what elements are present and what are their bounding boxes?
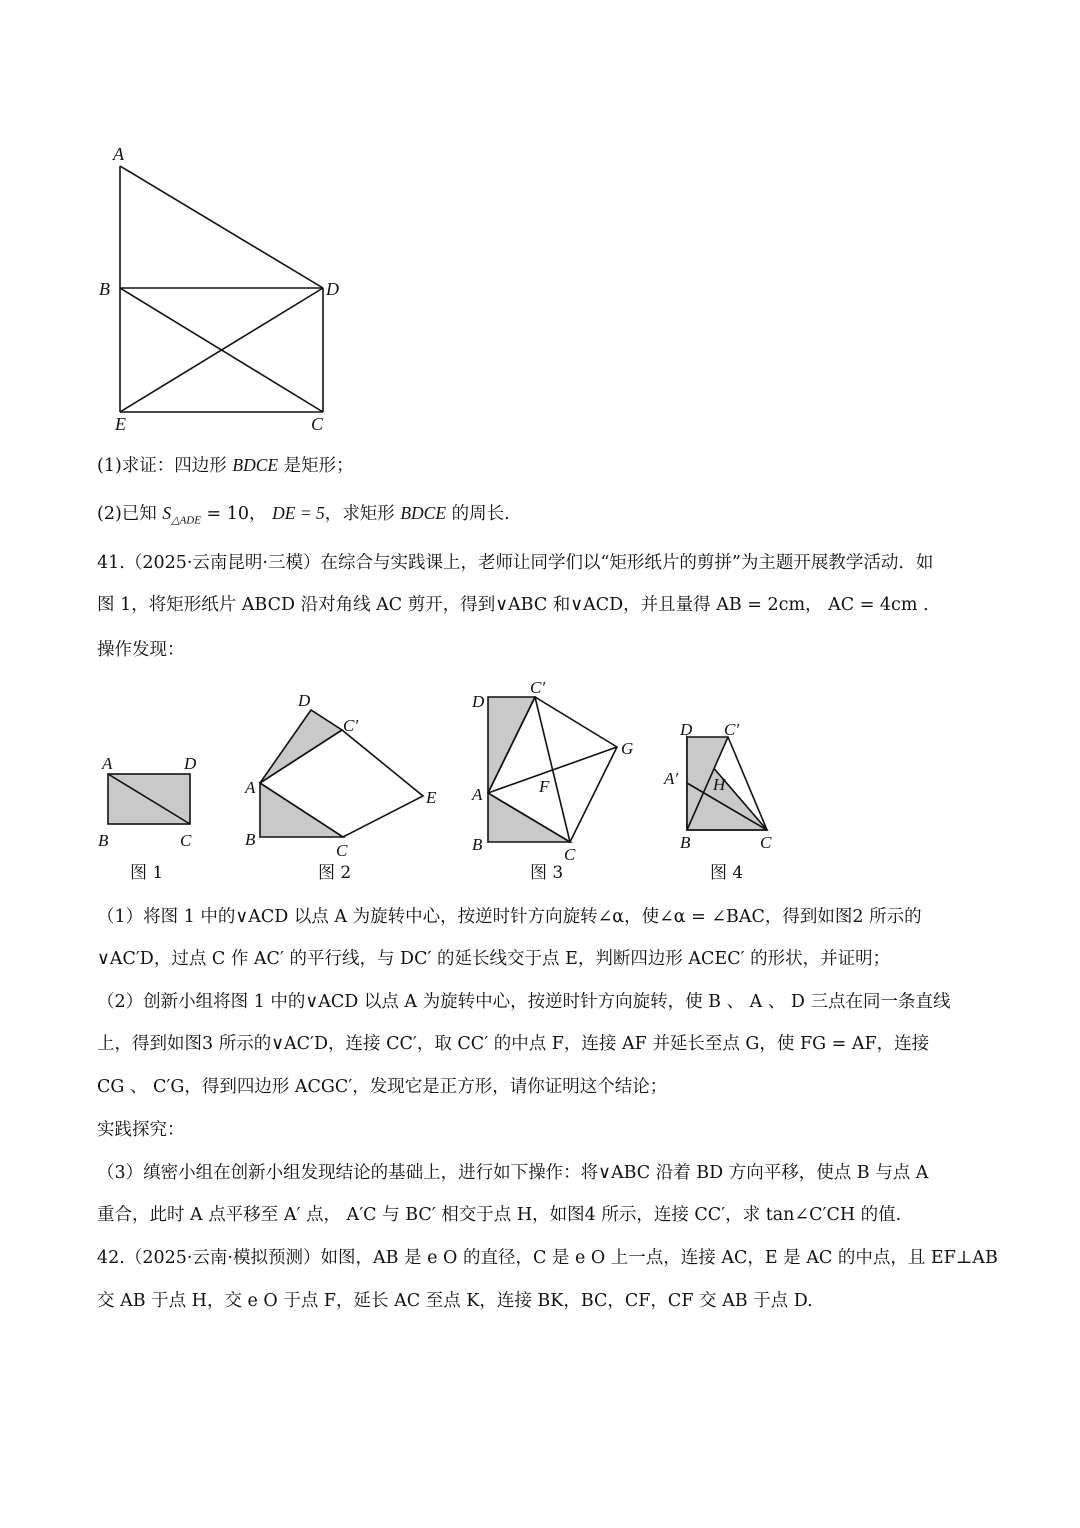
fig3-A: A	[472, 785, 483, 804]
figure-2	[244, 691, 437, 883]
fig3-B: B	[472, 835, 483, 854]
fig1-B: B	[98, 831, 109, 850]
q42-line2: 交 AB 于点 H，交 e O 于点 F，延长 AC 至点 K，连接 BK，BC，CF，CF 交 AB 于点 D.	[97, 1291, 813, 1311]
q41-line1: 41.（2025·云南昆明·三模）在综合与实践课上，老师让同学们以“矩形纸片的剪拼”为主题开展教学活动．如	[97, 553, 934, 573]
q41-part1-line1: （1）将图 1 中的∨ACD 以点 A 为旋转中心，按逆时针方向旋转∠α，使∠α = ∠BAC，得到如图2 所示的	[97, 907, 922, 927]
label-D: D	[326, 279, 339, 299]
fig2-D: D	[298, 691, 311, 710]
label-A: A	[113, 144, 124, 164]
q41-part3-line2: 重合，此时 A 点平移至 A′ 点， A′C 与 BC′ 相交于点 H，如图4 所示，连接 CC′，求 tan∠C′CH 的值.	[97, 1205, 902, 1225]
fig3-D: D	[472, 692, 485, 711]
label-E: E	[115, 414, 126, 434]
q41-line2: 图 1，将矩形纸片 ABCD 沿对角线 AC 剪开，得到∨ABC 和∨ACD，并且量得 AB = 2cm， AC = 4cm .	[97, 595, 929, 615]
fig2-B: B	[245, 830, 256, 849]
fig2-C: C	[336, 841, 348, 860]
fig2-caption: 图 2	[318, 863, 352, 883]
fig3-F: F	[539, 777, 550, 796]
fig4-A1: A′	[664, 769, 679, 788]
q41-part2-line1: （2）创新小组将图 1 中的∨ACD 以点 A 为旋转中心，按逆时针方向旋转，使 B 、 A 、 D 三点在同一条直线	[97, 992, 951, 1012]
fig2-E: E	[426, 788, 437, 807]
fig2-A: A	[245, 778, 256, 797]
fig3-C: C	[564, 845, 576, 864]
label-B: B	[99, 279, 110, 299]
q41-part3-line1: （3）缜密小组在创新小组发现结论的基础上，进行如下操作：将∨ABC 沿着 BD 方向平移，使点 B 与点 A	[97, 1163, 929, 1183]
fig4-H: H	[713, 775, 726, 794]
fig3-caption: 图 3	[530, 863, 564, 883]
fig4-D: D	[680, 720, 693, 739]
fig1-caption: 图 1	[130, 863, 164, 883]
fig2-C1: C′	[343, 716, 359, 735]
fig4-C1: C′	[724, 720, 740, 739]
fig3-C1: C′	[530, 680, 546, 697]
fig3-G: G	[621, 739, 634, 758]
q41-part1-line2: ∨AC′D，过点 C 作 AC′ 的平行线，与 DC′ 的延长线交于点 E，判断四边形 ACEC′ 的形状，并证明；	[97, 949, 891, 969]
q41-heading-practice: 实践探究：	[97, 1120, 185, 1140]
figure-1	[98, 754, 197, 883]
q41-part2-line3: CG 、 C′G，得到四边形 ACGC′，发现它是正方形，请你证明这个结论；	[97, 1077, 668, 1097]
fig4-C: C	[760, 833, 772, 852]
figure-4	[663, 720, 772, 883]
fig4-caption: 图 4	[710, 863, 744, 883]
figure-3	[471, 680, 633, 883]
fig4-B: B	[680, 833, 691, 852]
label-C: C	[311, 414, 324, 434]
fig1-D: D	[184, 754, 197, 773]
fig1-C: C	[180, 831, 192, 850]
figure-top	[95, 140, 355, 440]
q40-part1: (1)求证：四边形 BDCE 是矩形；	[97, 455, 354, 476]
q41-heading-ops: 操作发现：	[97, 640, 185, 660]
q41-part2-line2: 上，得到如图3 所示的∨AC′D，连接 CC′，取 CC′ 的中点 F，连接 AF 并延长至点 G，使 FG = AF，连接	[97, 1034, 930, 1054]
fig1-A: A	[102, 754, 113, 773]
figures-row	[90, 680, 810, 890]
q40-part2: (2)已知 $S_{\triangle ADE} = 10$， DE = 5，求矩形 BDCE 的周长.	[97, 503, 510, 527]
q42-line1: 42.（2025·云南·模拟预测）如图，AB 是 e O 的直径，C 是 e O 上一点，连接 AC，E 是 AC 的中点，且 EF⊥AB	[97, 1248, 998, 1268]
